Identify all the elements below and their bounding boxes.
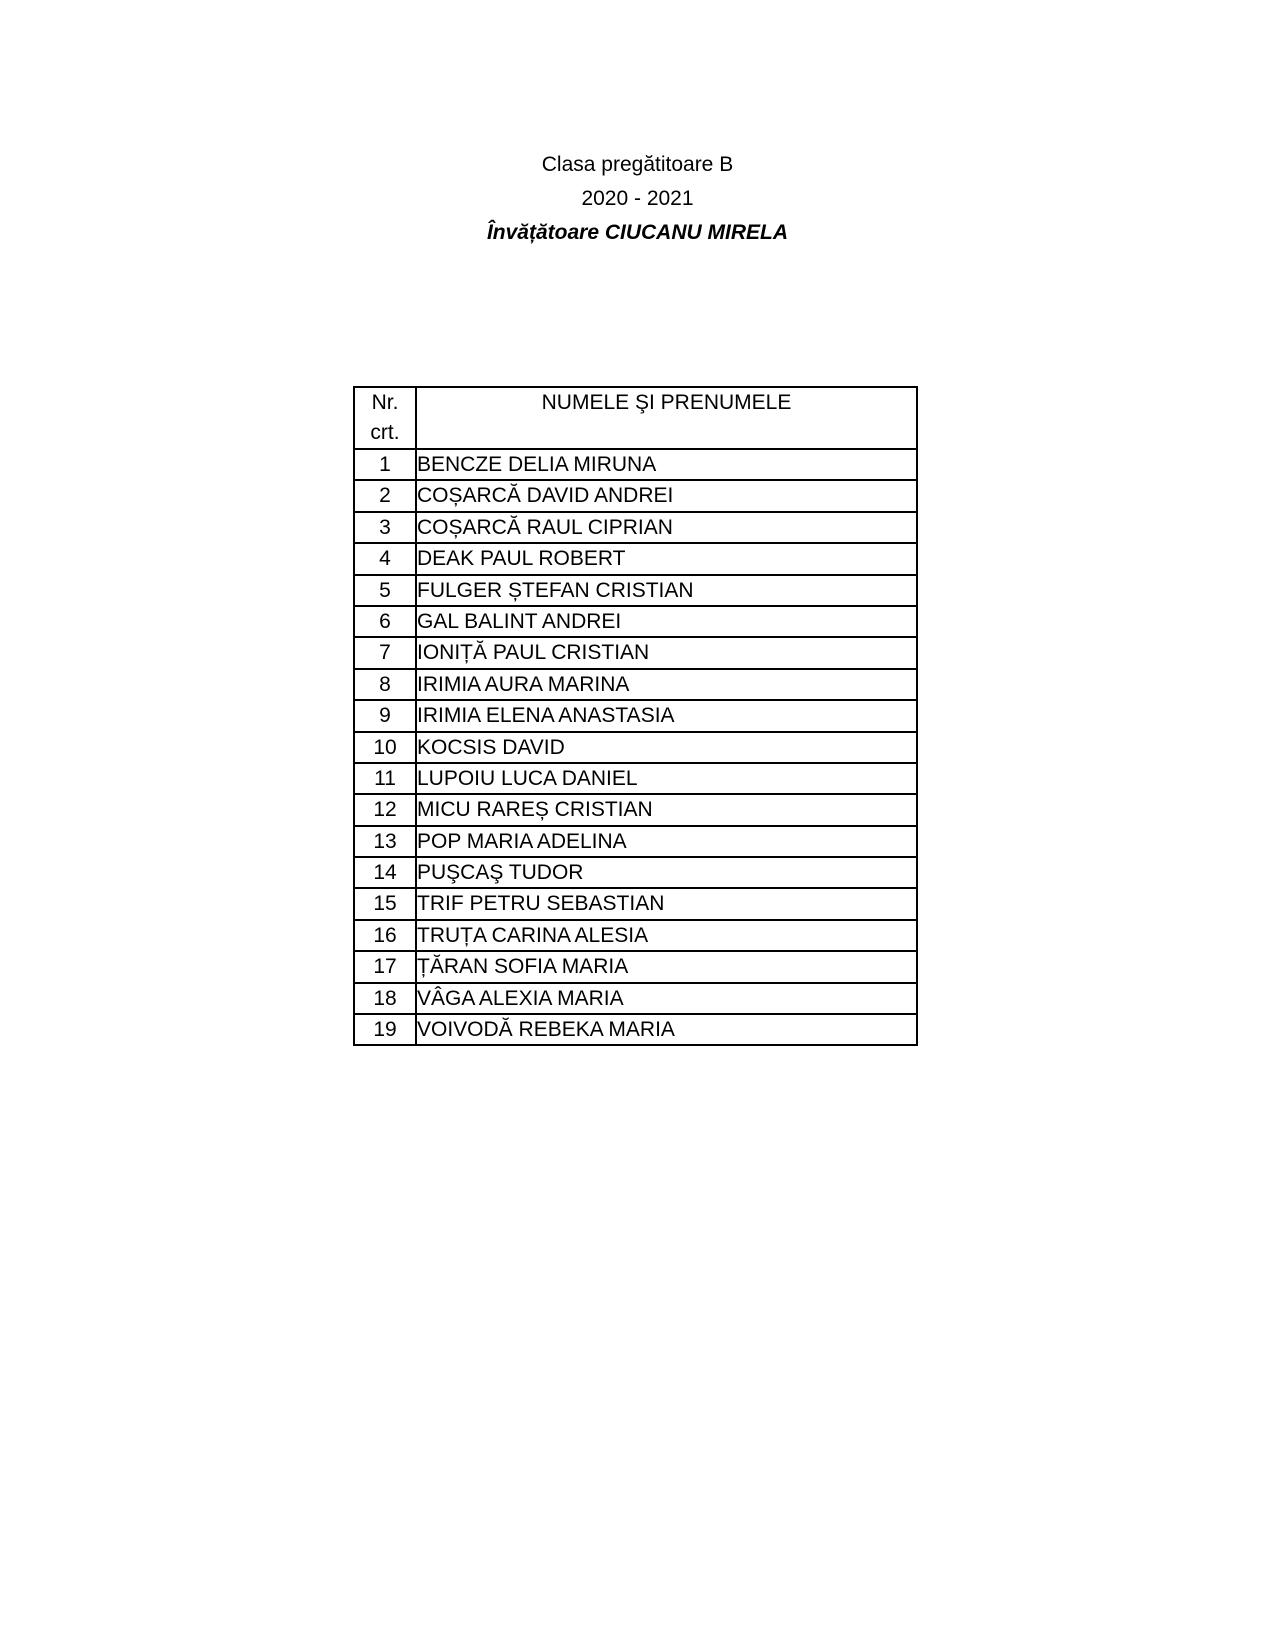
row-number: 1 [354, 449, 416, 480]
row-number: 13 [354, 826, 416, 857]
table-row [354, 606, 917, 637]
student-name: FULGER ȘTEFAN CRISTIAN [416, 575, 917, 606]
table-row [354, 637, 917, 668]
table-row [354, 983, 917, 1014]
row-number: 7 [354, 637, 416, 668]
table-row [354, 480, 917, 511]
table-body [354, 449, 917, 1045]
row-number: 11 [354, 763, 416, 794]
table-row [354, 512, 917, 543]
row-number: 9 [354, 700, 416, 731]
student-name: VOIVODĂ REBEKA MARIA [416, 1014, 917, 1045]
table-row [354, 449, 917, 480]
table-row [354, 888, 917, 919]
table-row [354, 763, 917, 794]
row-number: 19 [354, 1014, 416, 1045]
student-name: KOCSIS DAVID [416, 732, 917, 763]
row-number: 3 [354, 512, 416, 543]
school-year: 2020 - 2021 [581, 187, 694, 210]
table-row [354, 575, 917, 606]
table-row [354, 700, 917, 731]
student-name: POP MARIA ADELINA [416, 826, 917, 857]
row-number: 18 [354, 983, 416, 1014]
student-name: MICU RAREȘ CRISTIAN [416, 794, 917, 825]
student-name: TRIF PETRU SEBASTIAN [416, 888, 917, 919]
column-header-nr-line1: Nr. [371, 391, 399, 414]
student-name: IRIMIA AURA MARINA [416, 669, 917, 700]
student-name: DEAK PAUL ROBERT [416, 543, 917, 574]
row-number: 4 [354, 543, 416, 574]
table-row [354, 857, 917, 888]
row-number: 17 [354, 951, 416, 982]
student-name: VÂGA ALEXIA MARIA [416, 983, 917, 1014]
column-header-name: NUMELE ŞI PRENUMELE [416, 387, 917, 449]
table-row [354, 1014, 917, 1045]
row-number: 16 [354, 920, 416, 951]
table-row [354, 669, 917, 700]
row-number: 10 [354, 732, 416, 763]
student-name: ȚĂRAN SOFIA MARIA [416, 951, 917, 982]
column-header-nr [354, 387, 416, 449]
class-name: Clasa pregătitoare B [541, 153, 734, 176]
row-number: 6 [354, 606, 416, 637]
table-header-row [354, 387, 917, 449]
student-name: BENCZE DELIA MIRUNA [416, 449, 917, 480]
student-roster-table [353, 386, 918, 1046]
table-row [354, 543, 917, 574]
row-number: 5 [354, 575, 416, 606]
table-row [354, 951, 917, 982]
row-number: 12 [354, 794, 416, 825]
student-name: COȘARCĂ RAUL CIPRIAN [416, 512, 917, 543]
row-number: 2 [354, 480, 416, 511]
table-row [354, 920, 917, 951]
student-name: LUPOIU LUCA DANIEL [416, 763, 917, 794]
row-number: 14 [354, 857, 416, 888]
column-header-nr-line2: crt. [370, 421, 400, 444]
row-number: 15 [354, 888, 416, 919]
table-row [354, 732, 917, 763]
student-name: PUŞCAŞ TUDOR [416, 857, 917, 888]
student-name: IONIȚĂ PAUL CRISTIAN [416, 637, 917, 668]
table-row [354, 794, 917, 825]
teacher-name: Învățătoare CIUCANU MIRELA [486, 221, 789, 244]
student-name: IRIMIA ELENA ANASTASIA [416, 700, 917, 731]
table-row [354, 826, 917, 857]
row-number: 8 [354, 669, 416, 700]
student-name: COȘARCĂ DAVID ANDREI [416, 480, 917, 511]
document-header [0, 148, 1275, 250]
student-name: TRUȚA CARINA ALESIA [416, 920, 917, 951]
student-name: GAL BALINT ANDREI [416, 606, 917, 637]
